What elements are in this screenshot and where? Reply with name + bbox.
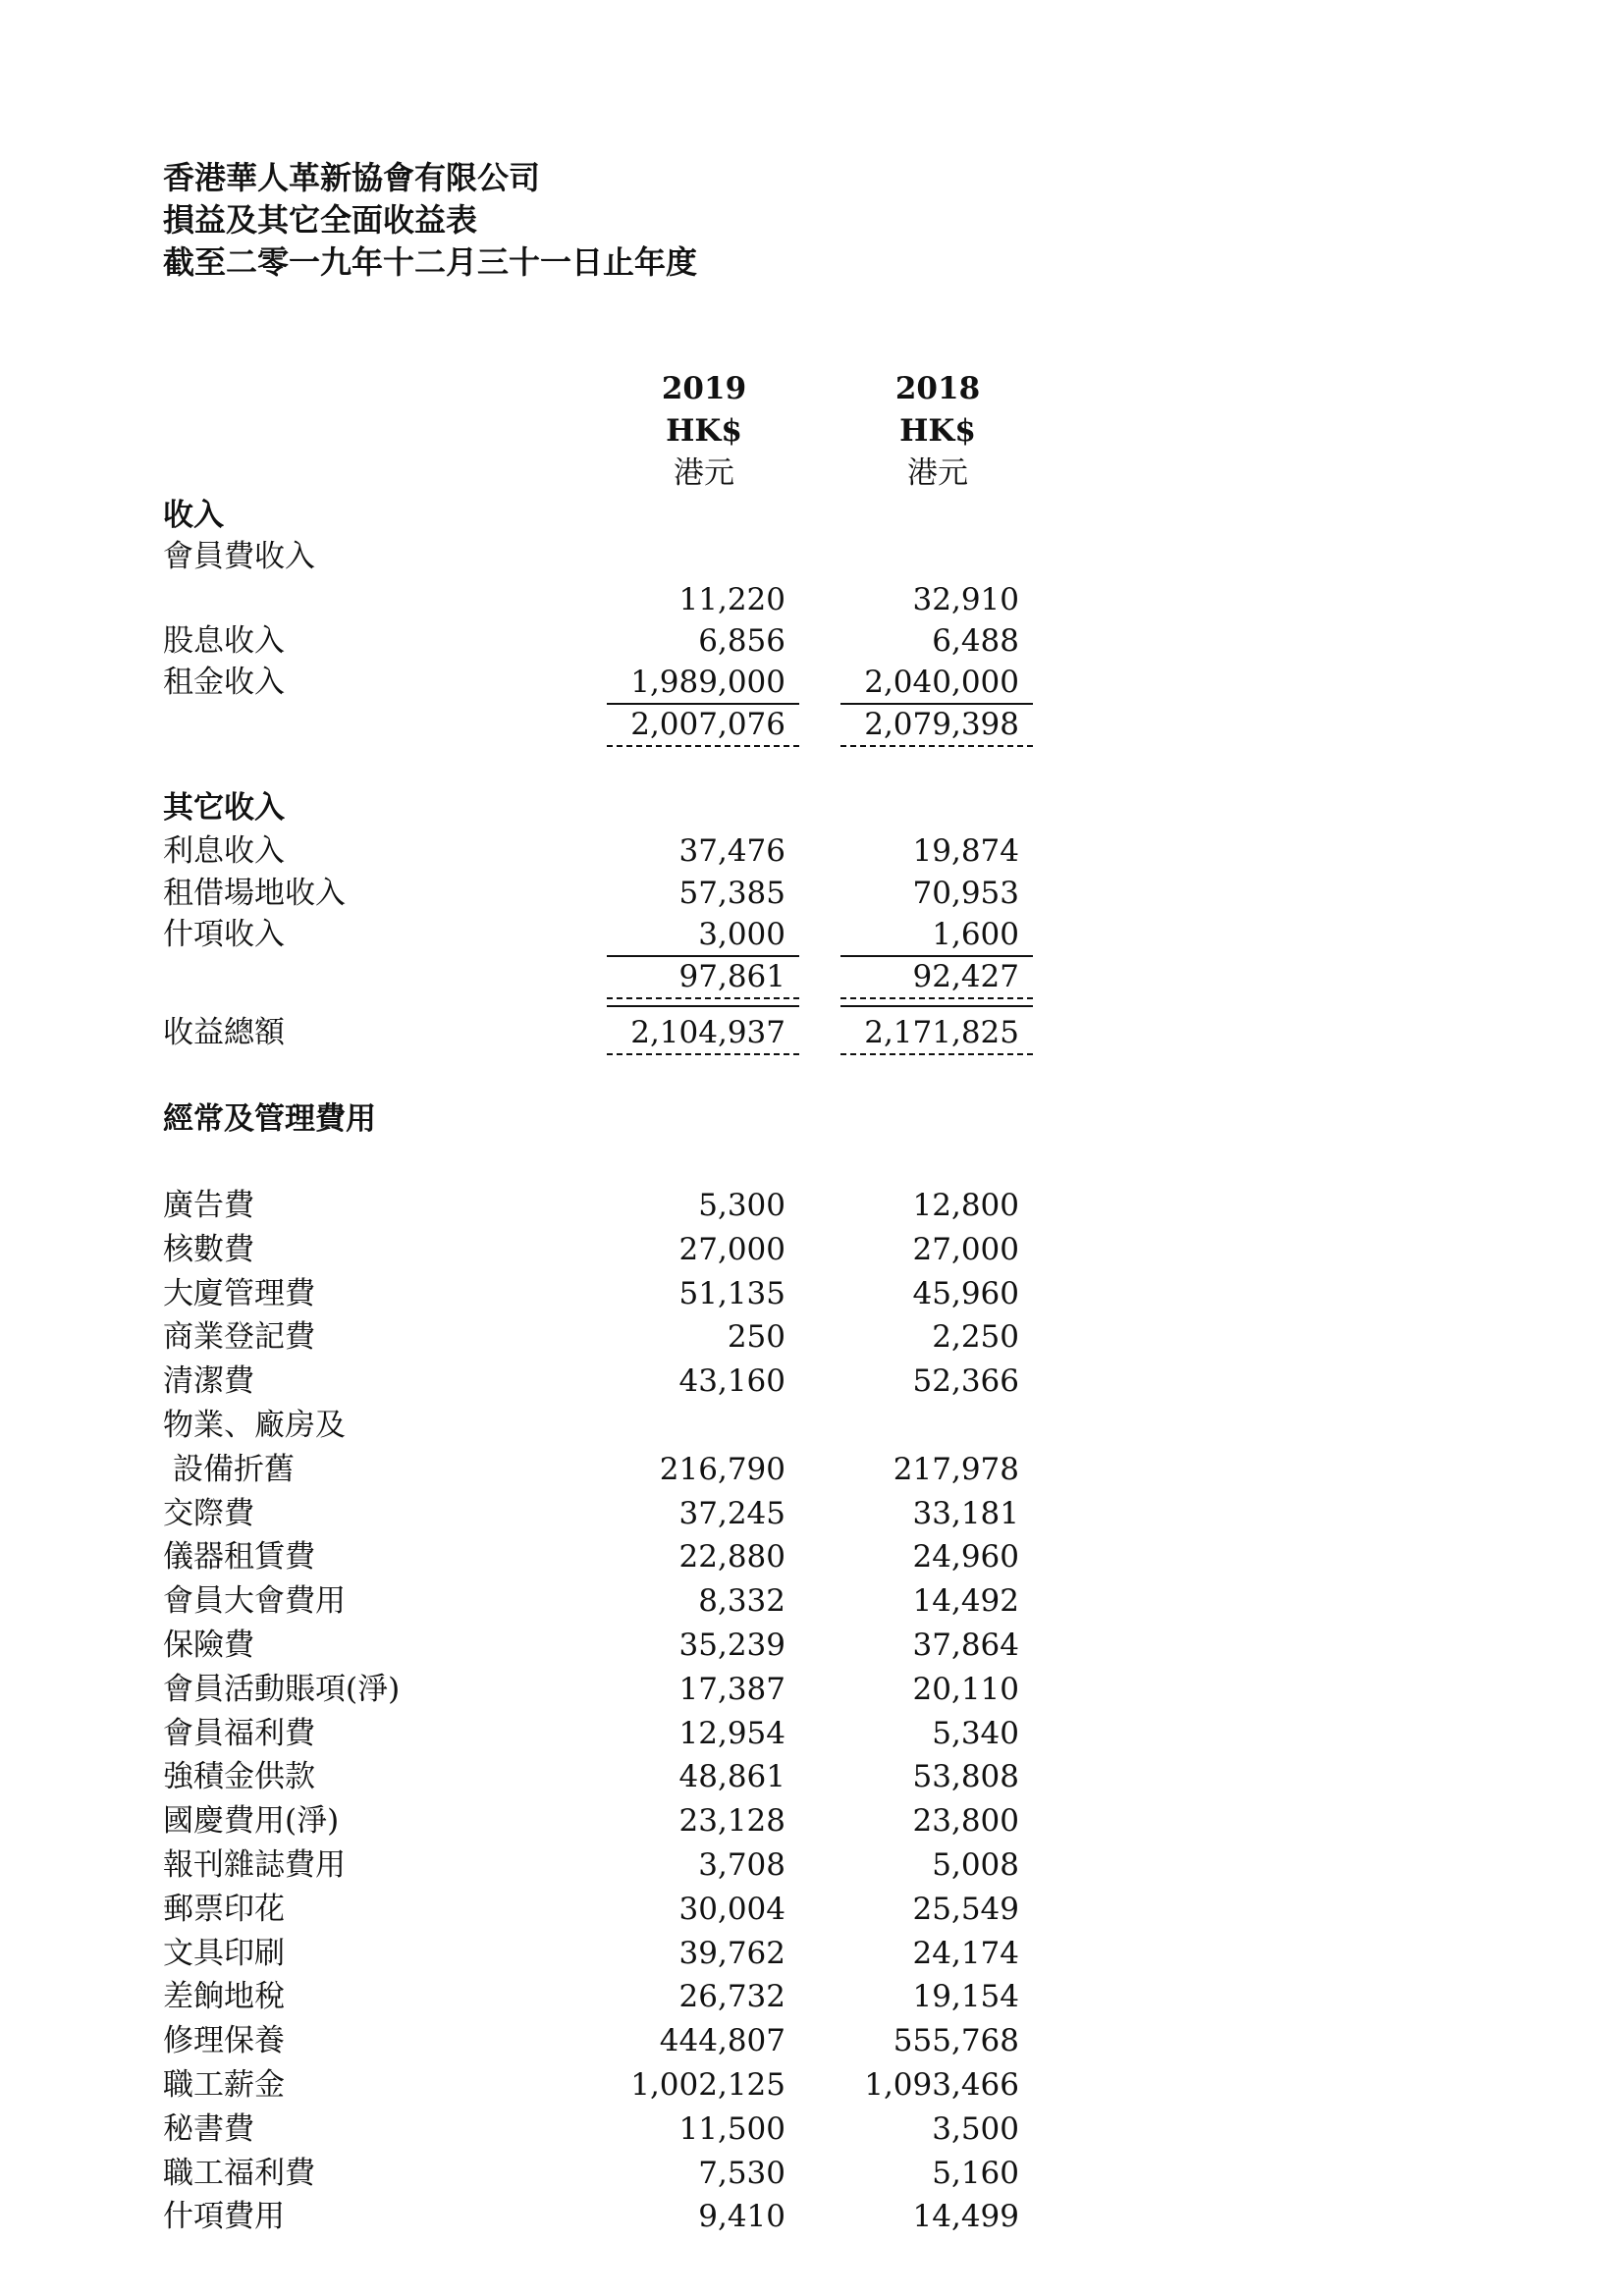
row-value-2019: 1,989,000 — [630, 665, 785, 700]
expense-value-2018: 23,800 — [912, 1803, 1019, 1839]
expense-label: 強積金供款 — [163, 1759, 315, 1794]
subtotal-dashed-rule — [607, 997, 799, 999]
expense-value-2018: 45,960 — [912, 1276, 1019, 1311]
expense-value-2018: 1,093,466 — [864, 2067, 1019, 2103]
expense-value-2018: 33,181 — [912, 1496, 1019, 1531]
expense-value-2018: 2,250 — [932, 1319, 1019, 1355]
column-currency-zh-2018: 港元 — [907, 455, 968, 491]
total-revenue-label: 收益總額 — [163, 1015, 285, 1050]
expense-value-2019: 37,245 — [678, 1496, 785, 1531]
expense-value-2018: 14,499 — [912, 2199, 1019, 2234]
total-revenue-2018: 2,171,825 — [864, 1015, 1019, 1050]
expense-label: 會員大會費用 — [163, 1583, 346, 1619]
expense-value-2019: 444,807 — [659, 2023, 785, 2058]
expense-value-2018: 5,340 — [932, 1716, 1019, 1751]
column-year-2018: 2018 — [894, 371, 981, 406]
subtotal-dashed-rule — [840, 745, 1033, 747]
expense-value-2019: 8,332 — [698, 1583, 785, 1619]
expense-value-2018: 27,000 — [912, 1232, 1019, 1267]
expense-label: 交際費 — [163, 1496, 254, 1531]
expense-value-2019: 43,160 — [678, 1363, 785, 1399]
expense-value-2019: 27,000 — [678, 1232, 785, 1267]
row-value-2019: 3,000 — [698, 917, 785, 952]
column-currency-zh-2019: 港元 — [674, 455, 734, 491]
expense-label: 大廈管理費 — [163, 1276, 315, 1311]
expense-value-2019: 9,410 — [698, 2199, 785, 2234]
expense-value-2018: 5,008 — [932, 1847, 1019, 1883]
expense-label: 會員福利費 — [163, 1716, 315, 1751]
expense-value-2018: 37,864 — [912, 1628, 1019, 1663]
expense-value-2018: 53,808 — [912, 1759, 1019, 1794]
expense-label: 核數費 — [163, 1232, 254, 1267]
expense-value-2018: 24,960 — [912, 1539, 1019, 1575]
expense-label: 什項費用 — [163, 2199, 285, 2234]
expense-value-2018: 3,500 — [932, 2111, 1019, 2147]
row-label: 利息收入 — [163, 833, 285, 869]
expense-value-2019: 17,387 — [678, 1672, 785, 1707]
subtotal-rule — [840, 703, 1033, 705]
expense-value-2019: 5,300 — [698, 1188, 785, 1223]
row-value-2019: 11,220 — [678, 582, 785, 617]
expense-value-2019: 12,954 — [678, 1716, 785, 1751]
row-label: 會員費收入 — [163, 539, 315, 574]
expense-label: 會員活動賬項(淨) — [163, 1672, 401, 1707]
section-title-expenses: 經常及管理費用 — [163, 1101, 376, 1137]
subtotal-rule — [840, 955, 1033, 957]
expense-label: 設備折舊 — [173, 1452, 295, 1487]
statement-title: 損益及其它全面收益表 — [163, 201, 478, 239]
row-value-2018: 19,874 — [912, 833, 1019, 869]
expense-value-2019: 3,708 — [698, 1847, 785, 1883]
expense-value-2019: 30,004 — [678, 1892, 785, 1927]
row-value-2018: 70,953 — [912, 876, 1019, 911]
expense-value-2018: 19,154 — [912, 1979, 1019, 2014]
company-name: 香港華人革新協會有限公司 — [163, 159, 541, 196]
expense-value-2018: 20,110 — [912, 1672, 1019, 1707]
expense-value-2018: 24,174 — [912, 1936, 1019, 1971]
expense-label: 職工薪金 — [163, 2067, 285, 2103]
expense-value-2019: 35,239 — [678, 1628, 785, 1663]
expense-label: 清潔費 — [163, 1363, 254, 1399]
income-subtotal-2018: 2,079,398 — [864, 707, 1019, 742]
expense-value-2018: 555,768 — [893, 2023, 1019, 2058]
expense-value-2019: 1,002,125 — [630, 2067, 785, 2103]
expense-label: 商業登記費 — [163, 1319, 315, 1355]
expense-label: 儀器租賃費 — [163, 1539, 315, 1575]
expense-label: 報刊雜誌費用 — [163, 1847, 346, 1883]
expense-value-2018: 25,549 — [912, 1892, 1019, 1927]
row-value-2019: 57,385 — [678, 876, 785, 911]
row-value-2019: 6,856 — [698, 623, 785, 659]
row-value-2019: 37,476 — [678, 833, 785, 869]
expense-label: 職工福利費 — [163, 2156, 315, 2191]
row-value-2018: 1,600 — [932, 917, 1019, 952]
section-title-other-income: 其它收入 — [163, 790, 285, 826]
expense-value-2019: 51,135 — [678, 1276, 785, 1311]
row-label: 股息收入 — [163, 623, 285, 659]
expense-value-2018: 52,366 — [912, 1363, 1019, 1399]
expense-value-2019: 23,128 — [678, 1803, 785, 1839]
column-year-2019: 2019 — [661, 371, 747, 406]
expense-label: 郵票印花 — [163, 1892, 285, 1927]
column-currency-2018: HK$ — [899, 413, 976, 449]
expense-value-2019: 26,732 — [678, 1979, 785, 2014]
row-label: 租借場地收入 — [163, 876, 346, 911]
expense-label: 修理保養 — [163, 2023, 285, 2058]
expense-value-2019: 11,500 — [678, 2111, 785, 2147]
expense-value-2018: 5,160 — [932, 2156, 1019, 2191]
expense-value-2018: 12,800 — [912, 1188, 1019, 1223]
expense-value-2019: 7,530 — [698, 2156, 785, 2191]
other-income-subtotal-2018: 92,427 — [912, 959, 1019, 994]
income-subtotal-2019: 2,007,076 — [630, 707, 785, 742]
row-value-2018: 6,488 — [932, 623, 1019, 659]
expense-value-2019: 216,790 — [659, 1452, 785, 1487]
expense-value-2019: 39,762 — [678, 1936, 785, 1971]
total-revenue-2019: 2,104,937 — [630, 1015, 785, 1050]
expense-label: 保險費 — [163, 1628, 254, 1663]
total-dashed-rule — [607, 1053, 799, 1055]
statement-period: 截至二零一九年十二月三十一日止年度 — [163, 243, 698, 281]
expense-value-2018: 14,492 — [912, 1583, 1019, 1619]
expense-label: 秘書費 — [163, 2111, 254, 2147]
expense-value-2019: 48,861 — [678, 1759, 785, 1794]
expense-value-2019: 22,880 — [678, 1539, 785, 1575]
expense-value-2019: 250 — [727, 1319, 785, 1355]
row-value-2018: 32,910 — [912, 582, 1019, 617]
expense-label: 國慶費用(淨) — [163, 1803, 340, 1839]
row-label: 租金收入 — [163, 665, 285, 700]
subtotal-rule — [607, 955, 799, 957]
total-dashed-rule — [840, 1053, 1033, 1055]
column-currency-2019: HK$ — [666, 413, 742, 449]
other-income-subtotal-2019: 97,861 — [678, 959, 785, 994]
subtotal-dashed-rule — [840, 997, 1033, 999]
expense-label: 文具印刷 — [163, 1936, 285, 1971]
expense-label: 廣告費 — [163, 1188, 254, 1223]
total-rule — [840, 1005, 1033, 1007]
row-label: 什項收入 — [163, 917, 285, 952]
subtotal-dashed-rule — [607, 745, 799, 747]
expense-label: 物業、廠房及 — [163, 1408, 346, 1443]
section-title-income: 收入 — [163, 498, 224, 533]
expense-value-2018: 217,978 — [893, 1452, 1019, 1487]
expense-label: 差餉地稅 — [163, 1979, 285, 2014]
row-value-2018: 2,040,000 — [864, 665, 1019, 700]
total-rule — [607, 1005, 799, 1007]
subtotal-rule — [607, 703, 799, 705]
